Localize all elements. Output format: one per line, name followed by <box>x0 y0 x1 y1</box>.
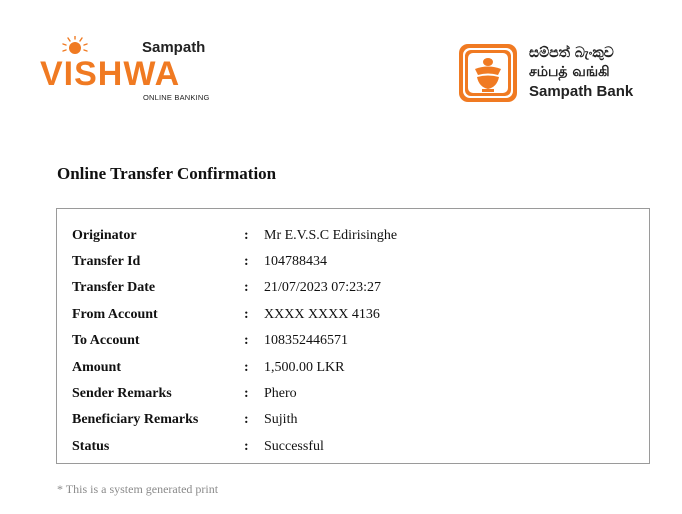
detail-separator: : <box>244 412 249 427</box>
detail-separator: : <box>244 439 249 454</box>
detail-value: XXXX XXXX 4136 <box>264 307 380 322</box>
vishwa-subtitle: ONLINE BANKING <box>143 93 210 102</box>
detail-label: Transfer Id <box>72 254 141 269</box>
detail-value: Phero <box>264 386 297 401</box>
detail-label: Transfer Date <box>72 280 156 295</box>
bank-name-english: Sampath Bank <box>529 83 634 100</box>
detail-value: Sujith <box>264 412 298 427</box>
vishwa-brand-top: Sampath <box>142 39 206 56</box>
bank-name-sinhala: සම්පත් බැංකුව <box>529 45 614 61</box>
detail-separator: : <box>244 280 249 295</box>
detail-separator: : <box>244 386 249 401</box>
detail-separator: : <box>244 254 249 269</box>
detail-value: 104788434 <box>264 254 327 269</box>
detail-value: Mr E.V.S.C Edirisinghe <box>264 228 398 243</box>
detail-separator: : <box>244 333 249 348</box>
vishwa-logo <box>40 36 220 106</box>
detail-label: Beneficiary Remarks <box>72 412 199 427</box>
detail-value: 1,500.00 LKR <box>264 360 345 375</box>
detail-label: To Account <box>72 333 140 348</box>
detail-separator: : <box>244 307 249 322</box>
bank-seal-icon <box>457 42 519 104</box>
detail-label: Originator <box>72 228 137 243</box>
detail-separator: : <box>244 228 249 243</box>
detail-value: 108352446571 <box>264 333 348 348</box>
vishwa-wordmark: VISHWA <box>40 55 181 93</box>
detail-label: Amount <box>72 360 122 375</box>
document-title: Online Transfer Confirmation <box>57 164 277 183</box>
transfer-details-box <box>56 208 650 464</box>
system-generated-note: * This is a system generated print <box>57 482 219 496</box>
detail-separator: : <box>244 360 249 375</box>
detail-label: Sender Remarks <box>72 386 172 401</box>
bank-name-tamil: சம்பத் வங்கி <box>529 64 610 80</box>
sampath-bank-logo <box>457 42 657 110</box>
detail-label: Status <box>72 439 110 454</box>
detail-value: 21/07/2023 07:23:27 <box>264 280 382 295</box>
detail-label: From Account <box>72 307 158 322</box>
detail-value: Successful <box>264 439 324 454</box>
